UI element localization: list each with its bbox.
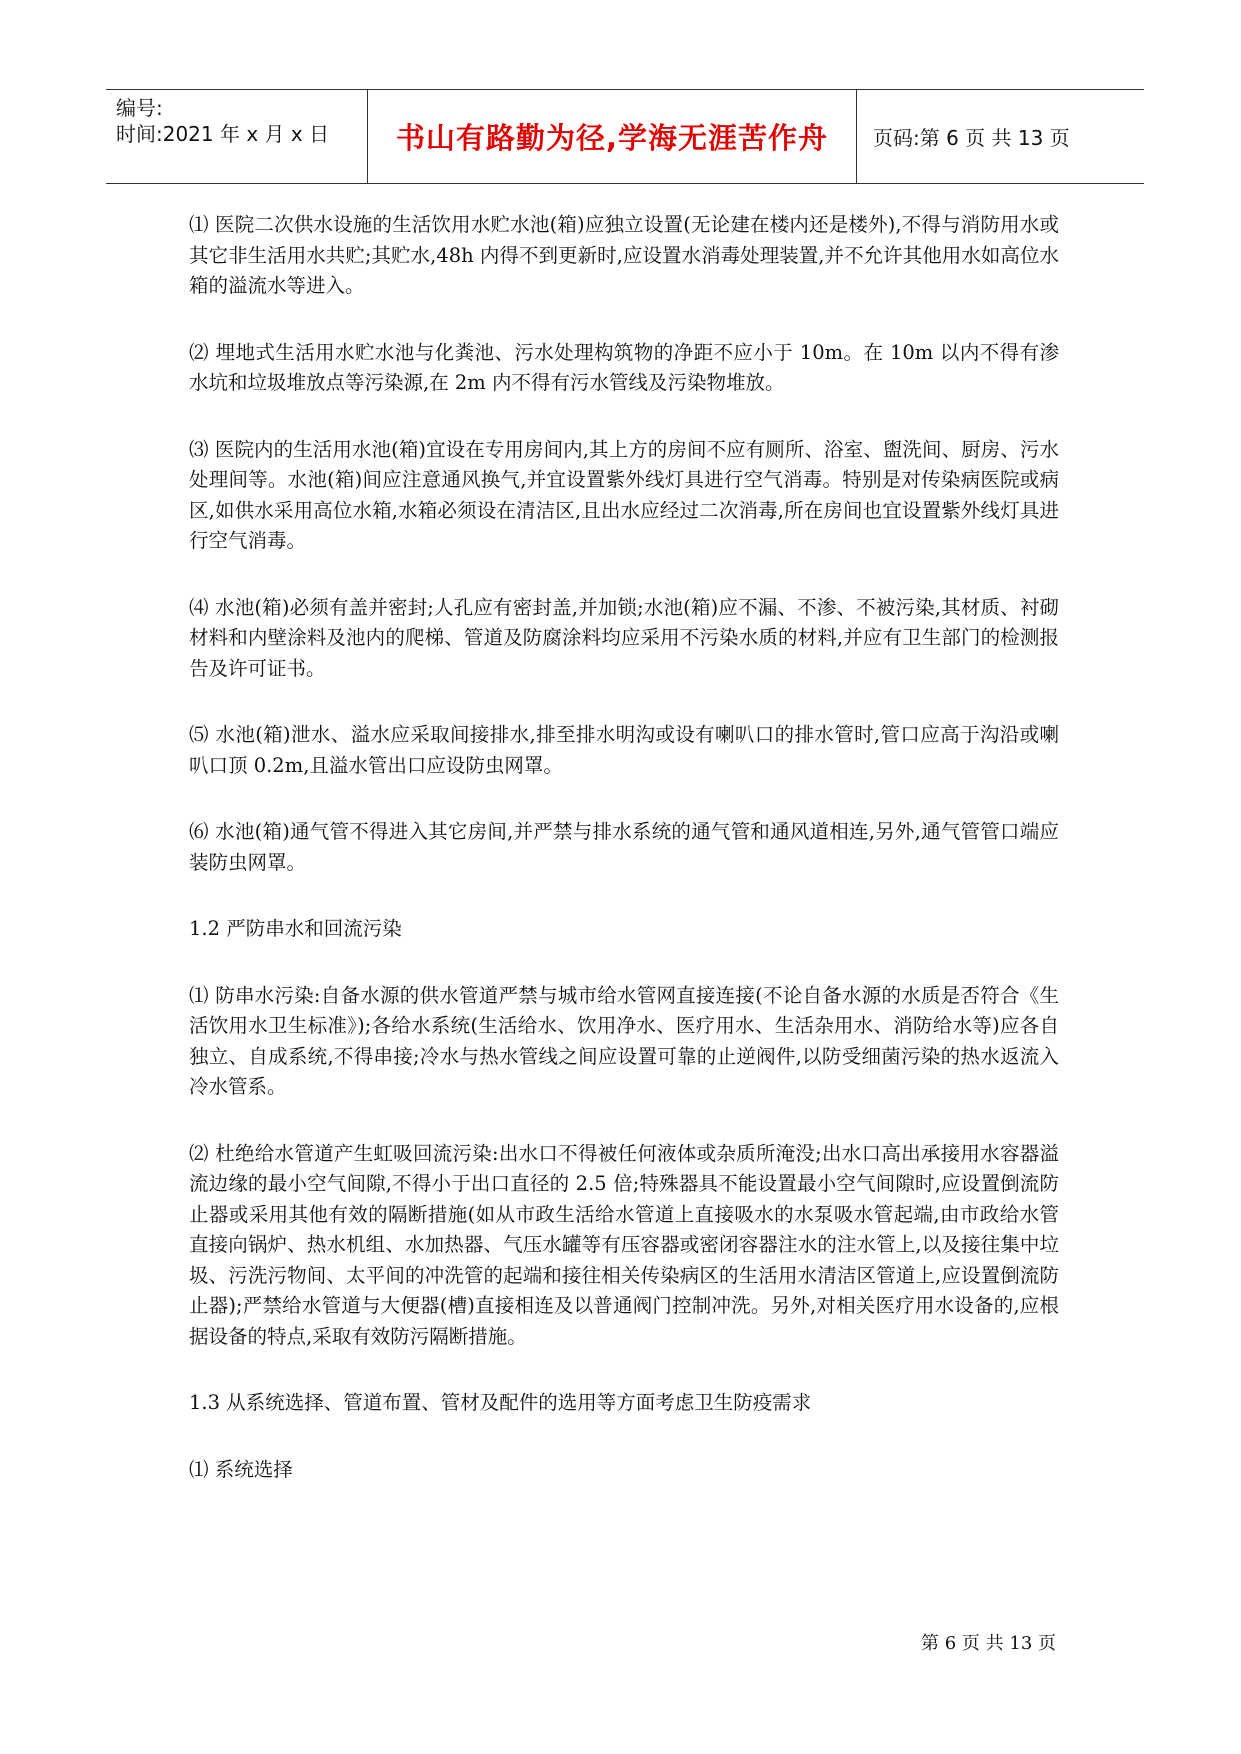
page-header xyxy=(106,89,1144,184)
header-page-label: 页码:第 6 页 共 13 页 xyxy=(873,126,1070,150)
paragraph-9: ⑴ 系统选择 xyxy=(189,1457,293,1481)
paragraph-2: ⑵ 埋地式生活用水贮水池与化粪池、污水处理构筑物的净距不应小于 10m。在 10m 以内不得有渗水坑和垃圾堆放点等污染源,在 2m 内不得有污水管线及污染物堆放。 xyxy=(189,340,1059,394)
paragraph-8: ⑵ 杜绝给水管道产生虹吸回流污染:出水口不得被任何液体或杂质所淹没;出水口高出承接用水容器溢流边缘的最小空气间隙,不得小于出口直径的 2.5 倍;特殊器具不能设置最小空气间隙时,应设置倒流防止器或采用其他有效的隔断措施(如从市政生活给水管道上直接吸水的水泵吸水管起端,由市政给水管直接向锅炉、热水机组、水加热器、气压水罐等有压容器或密闭容器注水的注水管上,以及接往集中垃圾、污洗污物间、太平间的冲洗管的起端和接往相关传染病区的生活用水清洁区管道上,应设置倒流防止器);严禁给水管道与大便器(槽)直接相连及以普通阀门控制冲洗。另外,对相关医疗用水设备的,应根据设备的特点,采取有效防污隔断措施。 xyxy=(189,1141,1059,1348)
paragraph-5: ⑸ 水池(箱)泄水、溢水应采取间接排水,排至排水明沟或设有喇叭口的排水管时,管口应高于沟沿或喇叭口顶 0.2m,且溢水管出口应设防虫网罩。 xyxy=(189,723,1059,777)
section-heading-1-2: 1.2 严防串水和回流污染 xyxy=(189,917,402,940)
header-page-cell xyxy=(857,90,1160,183)
paragraph-7: ⑴ 防串水污染:自备水源的供水管道严禁与城市给水管网直接连接(不论自备水源的水质是否符合《生活饮用水卫生标准》);各给水系统(生活给水、饮用净水、医疗用水、生活杂用水、消防给水等)应各自独立、自成系统,不得串接;冷水与热水管线之间应设置可靠的止逆阀件,以防受细菌污染的热水返流入冷水管系。 xyxy=(189,983,1059,1098)
header-motto: 书山有路勤为径,学海无涯苦作舟 xyxy=(395,121,829,155)
header-motto-cell xyxy=(368,90,857,183)
paragraph-3: ⑶ 医院内的生活用水池(箱)宜设在专用房间内,其上方的房间不应有厕所、浴室、盥洗间、厨房、污水处理间等。水池(箱)间应注意通风换气,并宜设置紫外线灯具进行空气消毒。特别是对传染病医院或病区,如供水采用高位水箱,水箱必须设在清洁区,且出水应经过二次消毒,所在房间也宜设置紫外线灯具进行空气消毒。 xyxy=(189,437,1059,552)
page-footer xyxy=(0,1629,1056,1655)
document-body xyxy=(189,210,1059,1521)
paragraph-6: ⑹ 水池(箱)通气管不得进入其它房间,并严禁与排水系统的通气管和通风道相连,另外,通气管管口端应装防虫网罩。 xyxy=(189,820,1059,874)
footer-page-number: 第 6 页 共 13 页 xyxy=(921,1633,1056,1654)
paragraph-4: ⑷ 水池(箱)必须有盖并密封;人孔应有密封盖,并加锁;水池(箱)应不漏、不渗、不被污染,其材质、衬砌材料和内壁涂料及池内的爬梯、管道及防腐涂料均应采用不污染水质的材料,并应有卫生部门的检测报告及许可证书。 xyxy=(189,595,1059,680)
header-info-cell xyxy=(106,90,368,183)
paragraph-1: ⑴ 医院二次供水设施的生活饮用水贮水池(箱)应独立设置(无论建在楼内还是楼外),不得与消防用水或其它非生活用水共贮;其贮水,48h 内得不到更新时,应设置水消毒处理装置,并不允许其他用水如高位水箱的溢流水等进入。 xyxy=(189,213,1059,297)
document-time-label: 时间:2021 年 x 月 x 日 xyxy=(116,122,330,146)
section-heading-1-3: 1.3 从系统选择、管道布置、管材及配件的选用等方面考虑卫生防疫需求 xyxy=(189,1391,812,1414)
document-number-label: 编号: xyxy=(116,96,163,120)
